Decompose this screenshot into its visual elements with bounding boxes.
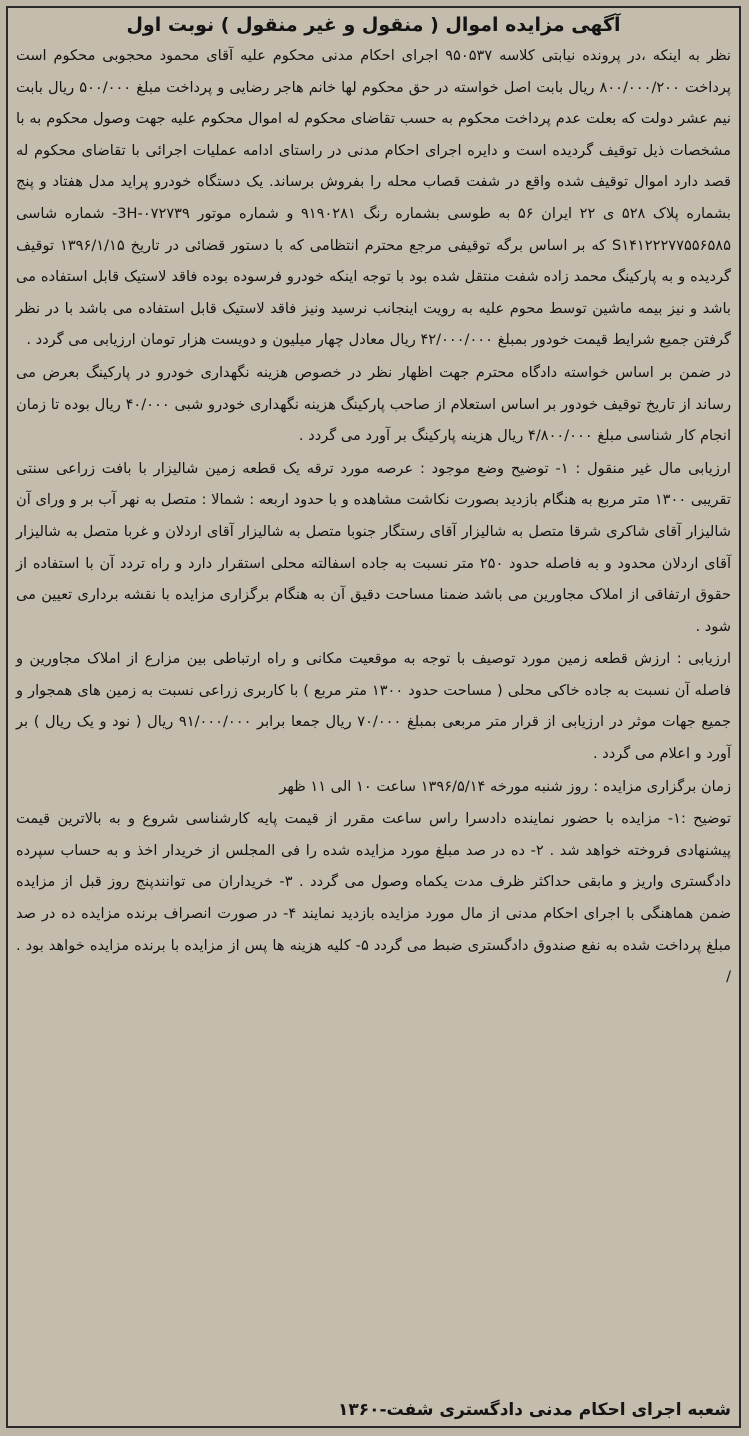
notice-title: آگهی مزایده اموال ( منقول و غیر منقول ) نوبت اول (126, 14, 621, 36)
paragraph-land-description: ارزیابی مال غیر منقول : ۱- توضیح وضع موجود : عرصه مورد ترقه یک قطعه زمین شالیزار با بافت زراعی سنتی تقریبی ۱۳۰۰ متر مربع به هنگام بازدید بصورت نکاشت مشاهده و با حدود اربعه : شمالا : متصل به نهر آب بر و ورای آن شالیزار آقای شاکری شرقا متصل به شالیزار آقای رستگار جنوبا متصل به شالیزار آقای اردلان و غربا متصل به شالیزار آقای اردلان محدود و به فاصله حدود ۲۵۰ متر نسبت به جاده اسفالته محلی استقرار دارد و راه تردد آن با استفاده از حقوق ارتفاقی از املاک مجاورین می باشد ضمنا مساحت دقیق آن به هنگام برگزاری مزایده با نقشه برداری تعیین می شود . (16, 459, 731, 635)
notice-clipping (6, 6, 741, 1428)
paragraph-auction-terms: توضیح :۱- مزایده با حضور نماینده دادسرا راس ساعت مقرر از قیمت پایه کارشناسی شروع و به بالاترین قیمت پیشنهادی فروخته خواهد شد . ۲- ده در صد مبلغ مورد مزایده شده را فی المجلس از خریدار اخذ و به حساب سپرده دادگستری واریز و مابقی حداکثر ظرف مدت یکماه وصول می گردد . ۳- خریداران می توانندپنج روز قبل از مزایده ضمن هماهنگی با اجرای احکام مدنی از مال مورد مزایده بازدید نمایند ۴- در صورت انصراف برنده مزایده ده در صد مبلغ پرداخت شده به نفع صندوق دادگستری ضبط می گردد ۵- کلیه هزینه ها پس از مزایده با برنده مزایده خواهد بود . / (16, 810, 732, 986)
paragraph-seizure-details: نظر به اینکه ،در پرونده نیابتی کلاسه ۹۵۰۵۳۷ اجرای احکام مدنی محکوم علیه آقای محمود محجوبی محکوم است پرداخت ۸۰۰/۰۰۰/۲۰۰ ریال بابت اصل خواسته در حق محکوم لها خانم هاجر رضایی و پرداخت مبلغ ۵۰۰/۰۰۰ ریال بابت نیم عشر دولت که بعلت عدم پرداخت محکوم به حسب تقاضای محکوم له اموال محکوم علیه جهت وصول محکوم به با مشخصات ذیل توقیف گردیده است و دایره اجرای احکام مدنی در راستای ادامه عملیات اجرائی با تقاضای محکوم له قصد دارد اموال توقیف شده واقع در شفت قصاب محله را بفروش برساند. یک دستگاه خودرو پراید مدل هفتاد و پنج بشماره پلاک ۵۲۸ ی ۲۲ ایران ۵۶ به طوسی بشماره رنگ ۹۱۹۰۲۸۱ و شماره موتور ۰۷۲۷۳۹-3H- شماره شاسی S۱۴۱۲۲۲۷۷۵۵۶۵۸۵ که بر اساس برگه توقیفی مرجع محترم انتظامی که با دستور قضائی در تاریخ ۱۳۹۶/۱/۱۵ توقیف گردیده و به پارکینگ محمد زاده شفت منتقل شده بود با توجه اینکه خودرو فرسوده بوده فاقد لاستیک قابل استفاده می باشد و نیز بیمه ماشین توسط محوم علیه به رویت اینجانب نرسید ونیز فاقد لاستیک قابل استفاده می باشد با در نظر گرفتن جمیع شرایط قیمت خودور بمبلغ ۴۲/۰۰۰/۰۰۰ ریال معادل چهار میلیون و دویست هزار تومان ارزیابی می گردد . (16, 47, 731, 349)
paragraph-land-valuation: ارزیابی : ارزش قطعه زمین مورد توصیف با توجه به موقعیت مکانی و راه ارتباطی بین مزارع از املاک مجاورین و فاصله آن نسبت به جاده خاکی محلی ( مساحت حدود ۱۳۰۰ متر مربع ) با کاربری زراعی نسبت به زمین های همجوار و جمیع جهات موثر در ارزیابی از قرار متر مربعی بمبلغ ۷۰/۰۰۰ ریال جمعا برابر ۹۱/۰۰۰/۰۰۰ ریال ( نود و یک ریال ) بر آورد و اعلام می گردد . (16, 650, 731, 763)
paragraph-auction-time: زمان برگزاری مزایده : روز شنبه مورخه ۱۳۹۶/۵/۱۴ ساعت ۱۰ الی ۱۱ ظهر (279, 777, 731, 795)
paragraph-parking-costs: در ضمن بر اساس خواسته دادگاه محترم جهت اظهار نظر در خصوص هزینه نگهداری خودرو در پارکینگ بعرض می رساند از تاریخ توقیف خودور بر اساس استعلام از صاحب پارکینگ هزینه نگهداری خودرو شبی ۴۰/۰۰۰ ریال بوده تا زمان انجام کار شناسی مبلغ ۴/۸۰۰/۰۰۰ ریال هزینه پارکینگ بر آورد می گردد . (16, 363, 731, 445)
issuing-office: شعبه اجرای احکام مدنی دادگستری شفت-۱۳۶۰ (337, 1400, 731, 1420)
